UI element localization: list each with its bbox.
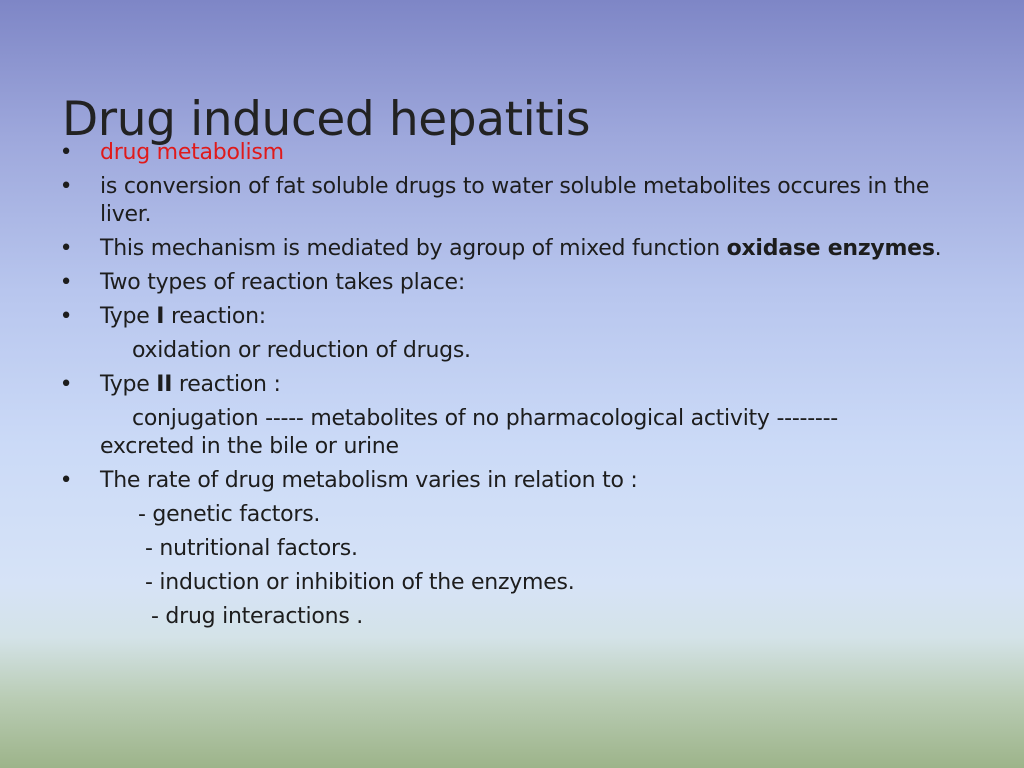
list-item	[58, 371, 958, 399]
factor-item	[58, 501, 958, 529]
factor-item	[58, 569, 958, 597]
slide-content	[58, 139, 958, 631]
highlight-text: drug metabolism	[100, 140, 284, 165]
list-item-text: .	[934, 236, 942, 261]
list-item	[58, 269, 958, 297]
list-item-text: Type	[100, 372, 157, 397]
sub-item-continuation	[58, 433, 958, 461]
bullet-icon: •	[59, 468, 73, 493]
list-item	[58, 173, 958, 229]
list-item-text: reaction :	[172, 372, 281, 397]
factor-item	[58, 535, 958, 563]
list-item-text: is conversion of fat soluble drugs to water soluble metabolites occures in the liver.	[100, 174, 930, 227]
bullet-icon: •	[59, 304, 73, 329]
bullet-icon: •	[59, 270, 73, 295]
factor-text: - induction or inhibition of the enzymes.	[145, 570, 575, 595]
bullet-icon: •	[59, 140, 73, 165]
sub-item-text: excreted in the bile or urine	[100, 434, 399, 459]
list-item-text: reaction:	[164, 304, 266, 329]
sub-item-text: oxidation or reduction of drugs.	[132, 338, 471, 363]
sub-item	[58, 337, 958, 365]
factor-text: - genetic factors.	[138, 502, 321, 527]
factor-item	[58, 603, 958, 631]
list-item-text: Type	[100, 304, 157, 329]
list-item	[58, 235, 958, 263]
list-item	[58, 139, 958, 167]
list-item-text: Two types of reaction takes place:	[100, 270, 466, 295]
bold-text: oxidase enzymes	[726, 236, 935, 261]
bold-text: II	[156, 372, 173, 397]
bullet-icon: •	[59, 174, 73, 199]
list-item-text: This mechanism is mediated by agroup of mixed function	[100, 236, 727, 261]
bullet-icon: •	[59, 236, 73, 261]
list-item	[58, 467, 958, 495]
factor-text: - drug interactions .	[151, 604, 364, 629]
list-item	[58, 303, 958, 331]
sub-item	[58, 405, 958, 433]
bold-text: I	[156, 304, 165, 329]
factor-text: - nutritional factors.	[145, 536, 358, 561]
slide-title: Drug induced hepatitis	[62, 92, 591, 148]
list-item-text: The rate of drug metabolism varies in relation to :	[100, 468, 638, 493]
sub-item-text: conjugation ----- metabolites of no pharmacological activity --------	[132, 406, 838, 431]
bullet-icon: •	[59, 372, 73, 397]
